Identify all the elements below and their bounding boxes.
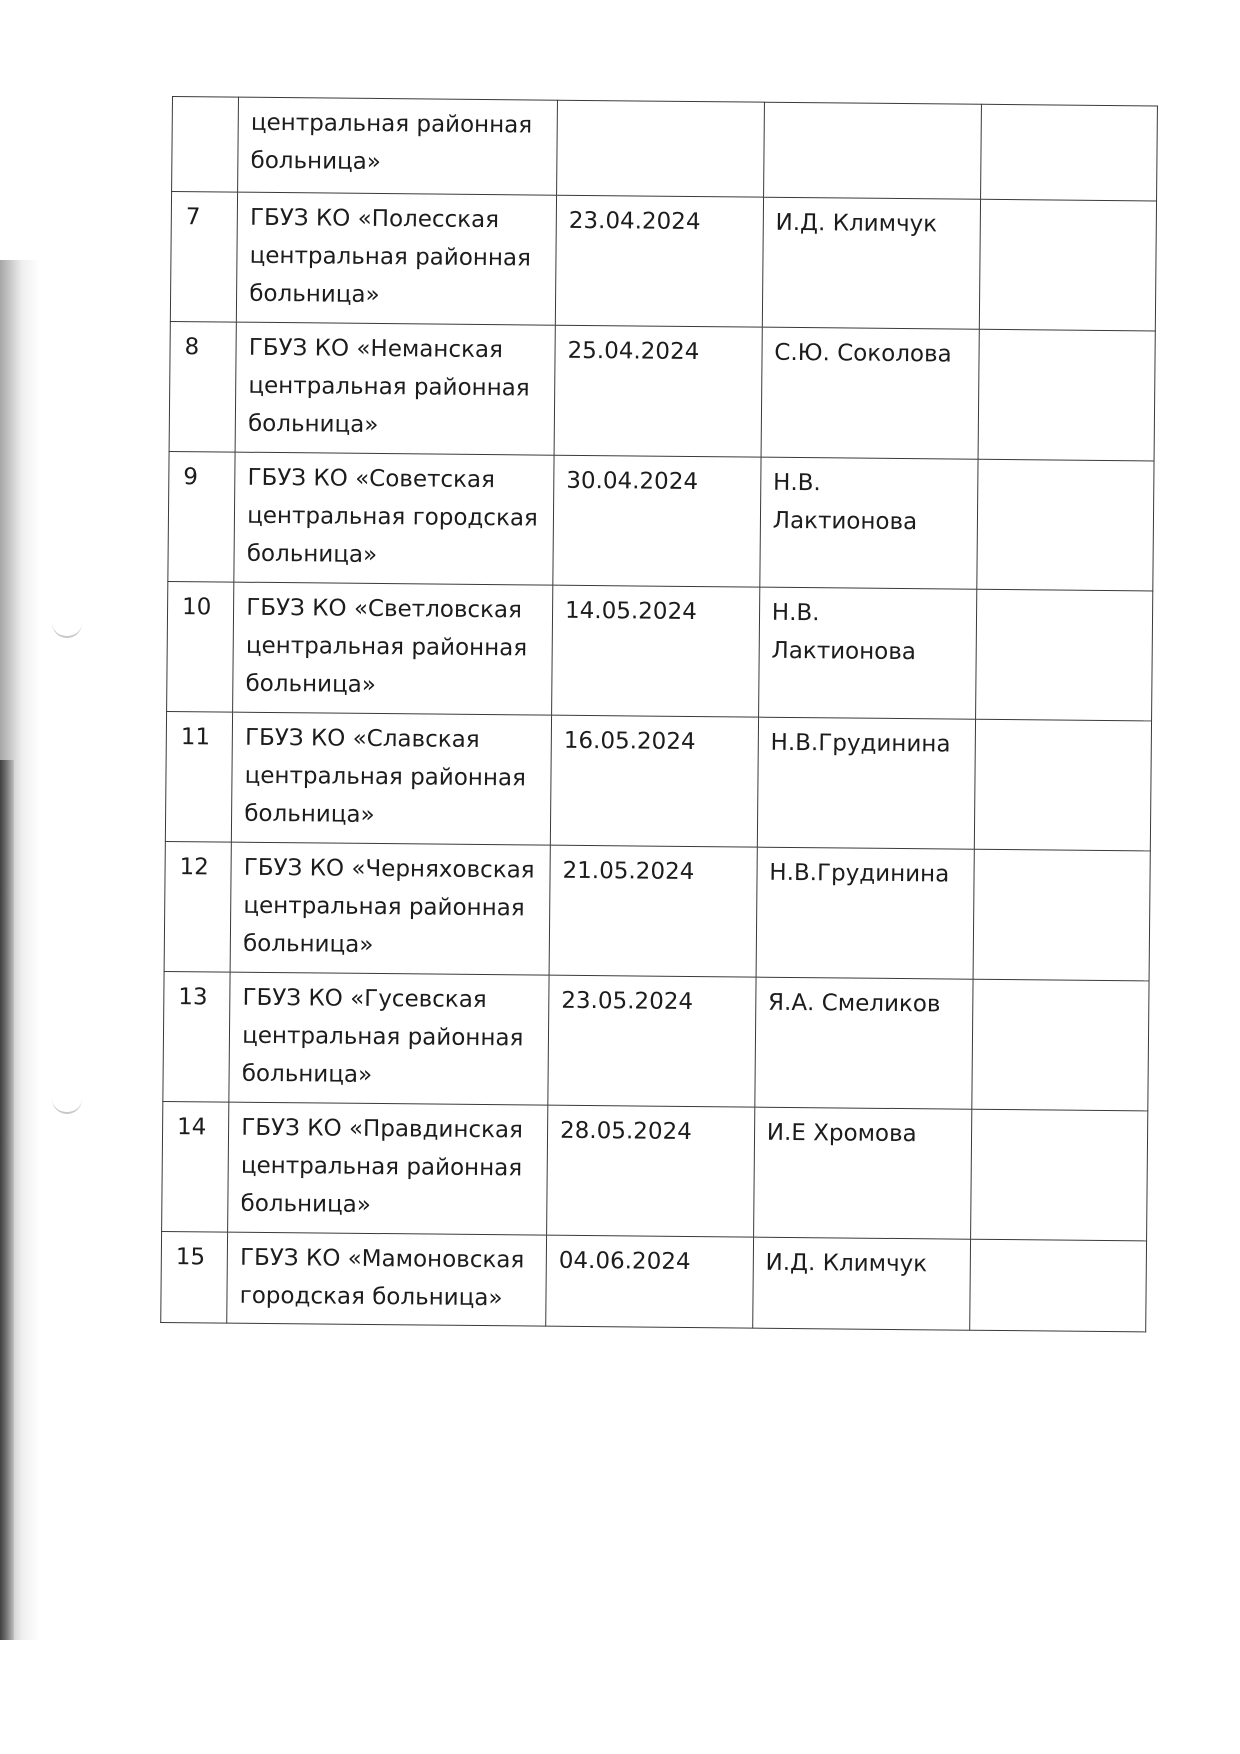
cell-number: 13	[163, 971, 230, 1102]
cell-number: 9	[168, 451, 235, 582]
table-row	[163, 971, 1149, 1110]
cell-organization: ГБУЗ КО «Славская центральная районная больница»	[232, 712, 552, 845]
cell-number	[172, 97, 239, 193]
cell-date: 14.05.2024	[552, 585, 760, 717]
cell-note	[973, 849, 1151, 981]
cell-responsible: Н.В. Лактионова	[758, 587, 976, 719]
cell-organization: ГБУЗ КО «Полесская центральная районная больница»	[237, 192, 557, 325]
cell-number: 14	[162, 1101, 229, 1232]
cell-note	[970, 1109, 1148, 1241]
schedule-table	[160, 96, 1158, 1332]
cell-number: 7	[170, 192, 237, 323]
cell-number: 11	[165, 711, 232, 842]
cell-date: 21.05.2024	[549, 845, 757, 977]
cell-organization: ГБУЗ КО «Мамоновская городская больница»	[227, 1232, 547, 1326]
table-row	[170, 192, 1156, 331]
cell-note	[980, 104, 1157, 201]
cell-organization: ГБУЗ КО «Черняховская центральная районная больница»	[230, 842, 550, 975]
cell-date: 30.04.2024	[553, 455, 761, 587]
cell-note	[969, 1239, 1146, 1332]
table-row	[167, 581, 1153, 720]
cell-date: 23.05.2024	[548, 975, 756, 1107]
cell-responsible: Н.В.Грудинина	[756, 847, 974, 979]
cell-organization: ГБУЗ КО «Светловская центральная районная больница»	[233, 582, 553, 715]
cell-organization: центральная районная больница»	[238, 97, 558, 195]
cell-note	[978, 329, 1156, 461]
cell-responsible: Я.А. Смеликов	[755, 977, 973, 1109]
cell-responsible: С.Ю. Соколова	[761, 327, 979, 459]
cell-responsible	[763, 102, 981, 199]
cell-date: 04.06.2024	[546, 1235, 754, 1328]
cell-organization: ГБУЗ КО «Гусевская центральная районная больница»	[229, 972, 549, 1105]
cell-responsible: И.Е Хромова	[753, 1107, 971, 1239]
cell-note	[975, 589, 1153, 721]
table-row	[164, 841, 1150, 980]
cell-responsible: Н.В. Лактионова	[760, 457, 978, 589]
cell-note	[972, 979, 1150, 1111]
cell-organization: ГБУЗ КО «Правдинская центральная районная больница»	[228, 1102, 548, 1235]
cell-organization: ГБУЗ КО «Неманская центральная районная больница»	[235, 322, 555, 455]
cell-number: 12	[164, 841, 231, 972]
cell-organization: ГБУЗ КО «Советская центральная городская больница»	[234, 452, 554, 585]
cell-number: 15	[161, 1231, 228, 1323]
cell-number: 8	[169, 321, 236, 452]
cell-number: 10	[167, 581, 234, 712]
cell-note	[977, 459, 1155, 591]
cell-date: 25.04.2024	[554, 325, 762, 457]
table-row	[165, 711, 1151, 850]
table-row	[169, 321, 1155, 460]
table-row	[161, 1231, 1147, 1331]
punch-hole-mark	[52, 1086, 82, 1114]
punch-hole-mark	[52, 610, 82, 638]
cell-date: 16.05.2024	[550, 715, 758, 847]
cell-date: 28.05.2024	[547, 1105, 755, 1237]
cell-responsible: И.Д. Климчук	[762, 197, 980, 329]
cell-responsible: Н.В.Грудинина	[757, 717, 975, 849]
table-row-continued	[172, 97, 1158, 201]
cell-date: 23.04.2024	[555, 195, 763, 327]
table-row	[168, 451, 1154, 590]
cell-note	[974, 719, 1152, 851]
scan-edge-dark-strip	[0, 760, 14, 1640]
cell-date	[557, 100, 765, 197]
table-row	[162, 1101, 1148, 1240]
cell-note	[979, 199, 1157, 331]
cell-responsible: И.Д. Климчук	[752, 1237, 970, 1330]
